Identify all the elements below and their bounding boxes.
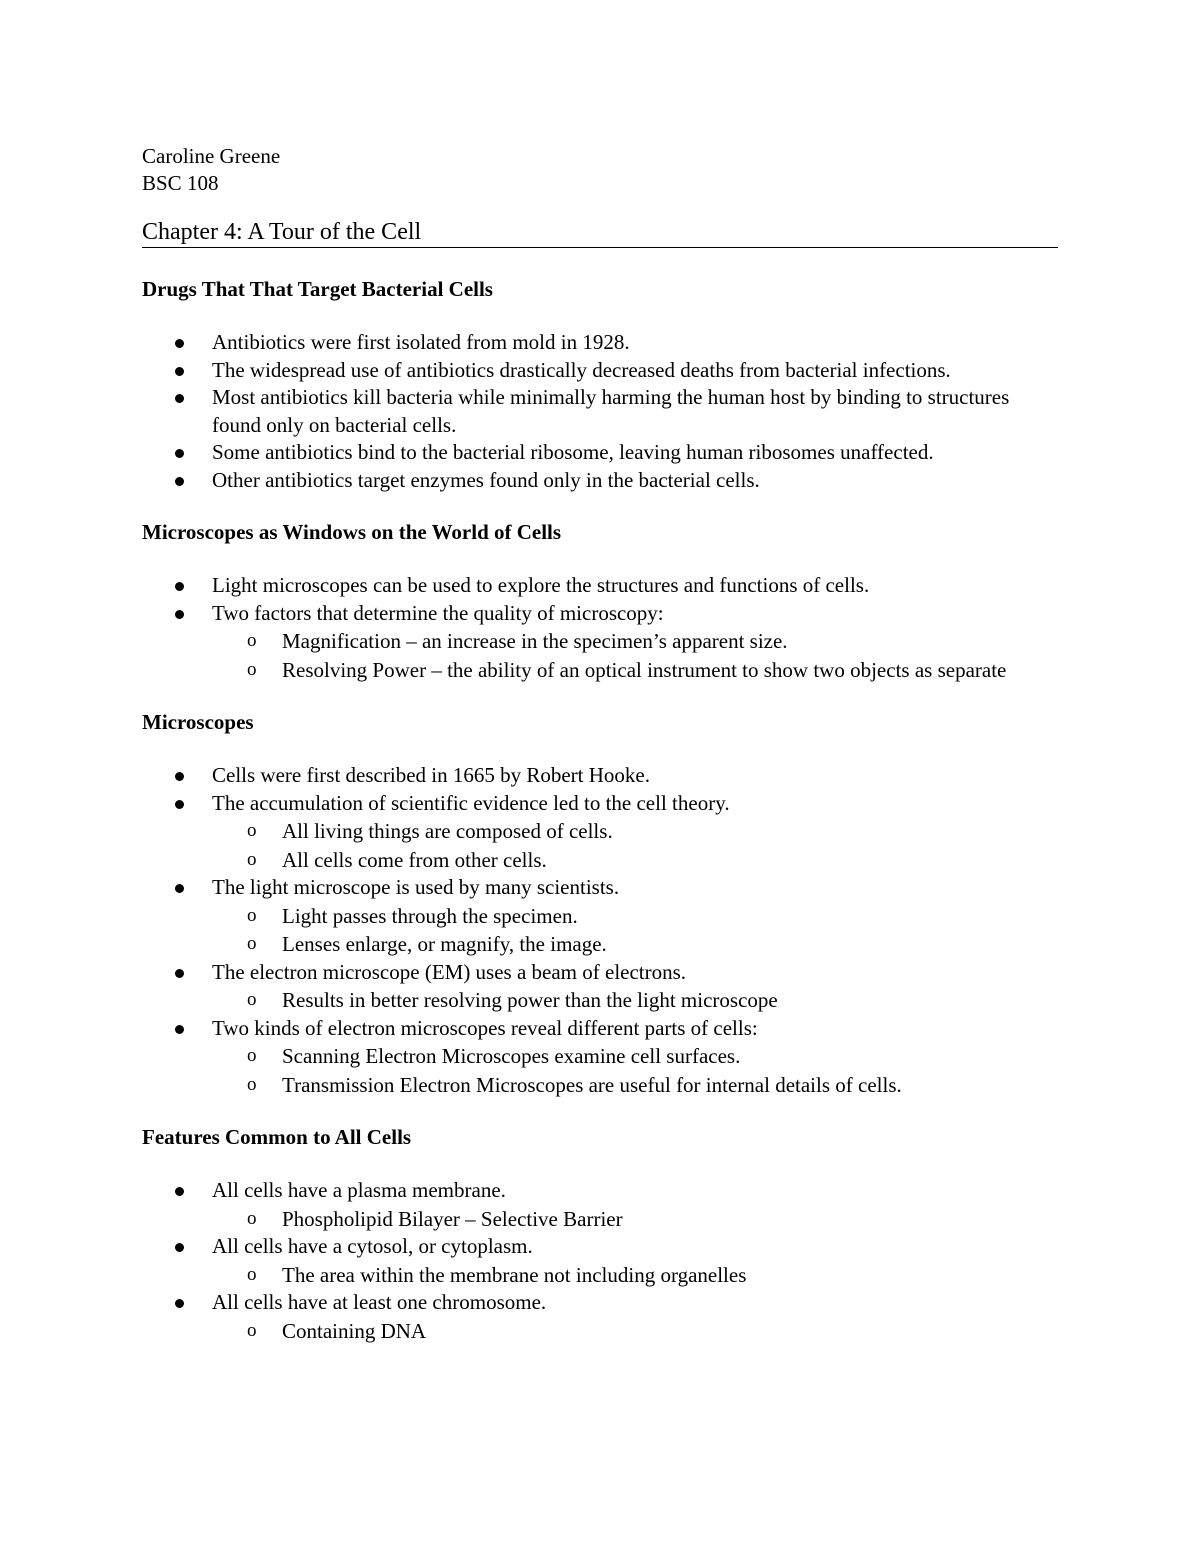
bullet-list: [142, 329, 1058, 494]
section: [142, 1124, 1058, 1345]
list-item: [142, 600, 1058, 685]
bullet-icon: [175, 610, 184, 619]
section: [142, 519, 1058, 684]
sub-list-item: [142, 986, 1058, 1015]
sub-list-item: [142, 1261, 1058, 1290]
list-item-text: The electron microscope (EM) uses a beam of electrons.: [212, 959, 687, 984]
list-item: [142, 874, 1058, 959]
sub-list: [142, 1042, 1058, 1099]
sub-list-item-text: The area within the membrane not including organelles: [282, 1262, 747, 1287]
list-item: [142, 572, 1058, 600]
bullet-icon: [175, 339, 184, 348]
sub-list-item: [142, 1205, 1058, 1234]
section-heading: Drugs That That Target Bacterial Cells: [142, 277, 493, 301]
bullet-icon: [175, 449, 184, 458]
list-item-text: All cells have at least one chromosome.: [212, 1290, 547, 1314]
hollow-bullet-icon: o: [247, 989, 257, 1010]
sub-list-item-text: Results in better resolving power than the light microscope: [282, 988, 778, 1012]
list-item-text: All cells have a plasma membrane.: [212, 1178, 506, 1202]
hollow-bullet-icon: o: [247, 820, 257, 841]
hollow-bullet-icon: o: [247, 1073, 257, 1095]
bullet-icon: [175, 582, 184, 591]
hollow-bullet-icon: o: [247, 1045, 257, 1066]
list-item-text: Cells were first described in 1665 by Robert Hooke.: [212, 763, 650, 787]
list-item-text: Light microscopes can be used to explore the structures and functions of cells.: [212, 573, 870, 597]
bullet-icon: [175, 884, 184, 893]
sub-list-item: [142, 930, 1058, 959]
list-item-text: The light microscope is used by many scientists.: [212, 875, 620, 899]
sub-list-item-text: All living things are composed of cells.: [282, 819, 613, 843]
sub-list: [142, 1317, 1058, 1346]
list-item: [142, 467, 1058, 495]
section: [142, 276, 1058, 494]
list-item-text: Two kinds of electron microscopes reveal different parts of cells:: [212, 1015, 758, 1040]
bullet-icon: [175, 1299, 184, 1308]
sub-list-item-text: Light passes through the specimen.: [282, 903, 578, 928]
bullet-icon: [175, 1187, 184, 1196]
list-item: [142, 790, 1058, 875]
list-item-text: All cells have a cytosol, or cytoplasm.: [212, 1234, 533, 1258]
sub-list-item-text: Phospholipid Bilayer – Selective Barrier: [282, 1206, 623, 1231]
bullet-list: [142, 762, 1058, 1099]
section-heading: Microscopes as Windows on the World of Cells: [142, 520, 562, 544]
sub-list-item: [142, 1317, 1058, 1346]
section-heading: Microscopes: [142, 710, 254, 734]
sub-list-item: [142, 1071, 1058, 1100]
bullet-list: [142, 1177, 1058, 1345]
list-item-text: Other antibiotics target enzymes found only in the bacterial cells.: [212, 467, 760, 492]
bullet-icon: [175, 367, 184, 376]
course-code: BSC 108: [142, 171, 219, 195]
hollow-bullet-icon: o: [247, 848, 257, 870]
hollow-bullet-icon: o: [247, 1319, 257, 1341]
chapter-title: Chapter 4: A Tour of the Cell: [142, 217, 1058, 248]
sub-list-item-text: Scanning Electron Microscopes examine cell surfaces.: [282, 1044, 741, 1068]
document-page: [142, 143, 1058, 1345]
sub-list-item-text: Transmission Electron Microscopes are useful for internal details of cells.: [282, 1072, 902, 1097]
list-item-text: Some antibiotics bind to the bacterial ribosome, leaving human ribosomes unaffected.: [212, 440, 934, 464]
hollow-bullet-icon: o: [247, 630, 257, 651]
sub-list-item: [142, 902, 1058, 931]
hollow-bullet-icon: o: [247, 1207, 257, 1229]
list-item-text: Most antibiotics kill bacteria while minimally harming the human host by binding to structures found only on bacterial cells.: [212, 385, 1010, 437]
sub-list: [142, 1205, 1058, 1234]
list-item: [142, 1015, 1058, 1100]
sub-list-item-text: All cells come from other cells.: [282, 847, 547, 872]
list-item: [142, 1289, 1058, 1345]
bullet-icon: [175, 477, 184, 486]
list-item: [142, 1177, 1058, 1233]
list-item: [142, 384, 1058, 439]
document-body: [142, 276, 1058, 1345]
sub-list-item: [142, 627, 1058, 656]
author-name: Caroline Greene: [142, 144, 281, 168]
sub-list-item: [142, 656, 1058, 685]
sub-list-item: [142, 817, 1058, 846]
sub-list: [142, 986, 1058, 1015]
list-item: [142, 762, 1058, 790]
list-item: [142, 1233, 1058, 1289]
list-item-text: Antibiotics were first isolated from mold in 1928.: [212, 330, 630, 354]
list-item: [142, 329, 1058, 357]
list-item: [142, 439, 1058, 467]
bullet-icon: [175, 969, 184, 978]
sub-list-item: [142, 1042, 1058, 1071]
bullet-icon: [175, 1243, 184, 1252]
sub-list-item: [142, 846, 1058, 875]
bullet-icon: [175, 772, 184, 781]
list-item: [142, 357, 1058, 385]
list-item-text: The accumulation of scientific evidence led to the cell theory.: [212, 790, 730, 815]
sub-list-item-text: Resolving Power – the ability of an optical instrument to show two objects as separate: [282, 657, 1007, 682]
bullet-icon: [175, 800, 184, 809]
section: [142, 709, 1058, 1099]
hollow-bullet-icon: o: [247, 904, 257, 926]
sub-list: [142, 627, 1058, 684]
hollow-bullet-icon: o: [247, 933, 257, 954]
sub-list-item-text: Containing DNA: [282, 1318, 427, 1343]
bullet-list: [142, 572, 1058, 684]
list-item-text: The widespread use of antibiotics drastically decreased deaths from bacterial infections.: [212, 357, 951, 382]
list-item: [142, 959, 1058, 1015]
section-heading: Features Common to All Cells: [142, 1125, 412, 1149]
hollow-bullet-icon: o: [247, 658, 257, 680]
bullet-icon: [175, 394, 184, 403]
sub-list-item-text: Magnification – an increase in the specimen’s apparent size.: [282, 629, 788, 653]
bullet-icon: [175, 1025, 184, 1034]
sub-list: [142, 817, 1058, 874]
sub-list: [142, 1261, 1058, 1290]
hollow-bullet-icon: o: [247, 1263, 257, 1285]
sub-list-item-text: Lenses enlarge, or magnify, the image.: [282, 932, 607, 956]
sub-list: [142, 902, 1058, 959]
list-item-text: Two factors that determine the quality of microscopy:: [212, 600, 664, 625]
